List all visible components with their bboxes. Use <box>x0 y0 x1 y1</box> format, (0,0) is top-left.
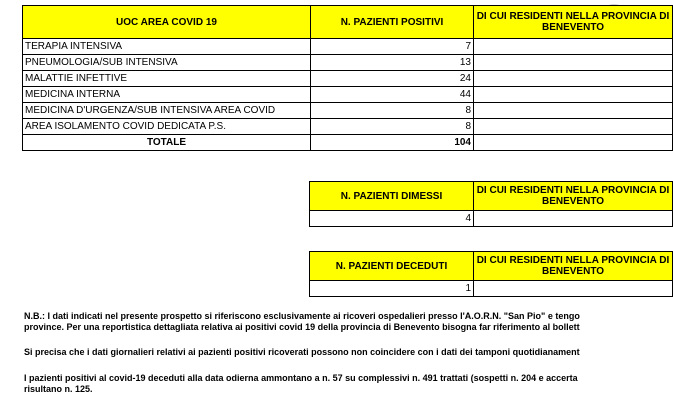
row-value: 7 <box>311 39 474 55</box>
row-residents <box>474 55 673 71</box>
total-row <box>23 135 673 151</box>
discharged-value: 4 <box>310 211 474 227</box>
row-label: MEDICINA INTERNA <box>23 87 311 103</box>
row-value: 44 <box>311 87 474 103</box>
note-line: N.B.: I dati indicati nel presente prospetto si riferiscono esclusivamente ai ricoveri ospedalieri presso l'A.O.R.N. "San Pio" e tengo <box>24 311 580 321</box>
total-label: TOTALE <box>23 135 311 151</box>
row-residents <box>474 119 673 135</box>
row-value: 8 <box>311 103 474 119</box>
table-row <box>23 87 673 103</box>
total-value: 104 <box>311 135 474 151</box>
deceased-table <box>309 251 673 297</box>
column-header-discharged: N. PAZIENTI DIMESSI <box>310 182 474 211</box>
table-row <box>23 39 673 55</box>
note-line: Si precisa che i dati giornalieri relativi ai pazienti positivi ricoverati possono non coincidere con i dati dei tamponi quotidianament <box>24 347 580 357</box>
total-residents <box>474 135 673 151</box>
table-row <box>310 211 673 227</box>
column-header-residents: DI CUI RESIDENTI NELLA PROVINCIA DI BENEVENTO <box>474 252 673 281</box>
discharged-residents <box>474 211 673 227</box>
table-header-row <box>310 182 673 211</box>
column-header-residents: DI CUI RESIDENTI NELLA PROVINCIA DI BENEVENTO <box>474 182 673 211</box>
deceased-value: 1 <box>310 281 474 297</box>
table-row <box>310 281 673 297</box>
deceased-residents <box>474 281 673 297</box>
row-residents <box>474 103 673 119</box>
table-header-row <box>310 252 673 281</box>
row-label: PNEUMOLOGIA/SUB INTENSIVA <box>23 55 311 71</box>
row-label: AREA ISOLAMENTO COVID DEDICATA P.S. <box>23 119 311 135</box>
table-row <box>23 55 673 71</box>
discharged-table <box>309 181 673 227</box>
row-residents <box>474 71 673 87</box>
table-row <box>23 103 673 119</box>
table-header-row <box>23 6 673 39</box>
row-value: 24 <box>311 71 474 87</box>
note-line: province. Per una reportistica dettagliata relativa ai positivi covid 19 della provincia di Benevento bisogna far riferimento al bollett <box>24 322 580 332</box>
row-label: MALATTIE INFETTIVE <box>23 71 311 87</box>
column-header-area: UOC AREA COVID 19 <box>23 6 311 39</box>
covid-area-table <box>22 5 673 151</box>
table-row <box>23 71 673 87</box>
row-label: TERAPIA INTENSIVA <box>23 39 311 55</box>
column-header-residents: DI CUI RESIDENTI NELLA PROVINCIA DI BENEVENTO <box>474 6 673 39</box>
row-residents <box>474 87 673 103</box>
note-line: I pazienti positivi al covid-19 deceduti alla data odierna ammontano a n. 57 su complessivi n. 491 trattati (sospetti n. 204 e accerta <box>24 373 578 383</box>
row-residents <box>474 39 673 55</box>
column-header-positive: N. PAZIENTI POSITIVI <box>311 6 474 39</box>
row-value: 8 <box>311 119 474 135</box>
table-row <box>23 119 673 135</box>
row-label: MEDICINA D'URGENZA/SUB INTENSIVA AREA COVID <box>23 103 311 119</box>
row-value: 13 <box>311 55 474 71</box>
column-header-deceased: N. PAZIENTI DECEDUTI <box>310 252 474 281</box>
note-line: risultano n. 125. <box>24 384 93 394</box>
